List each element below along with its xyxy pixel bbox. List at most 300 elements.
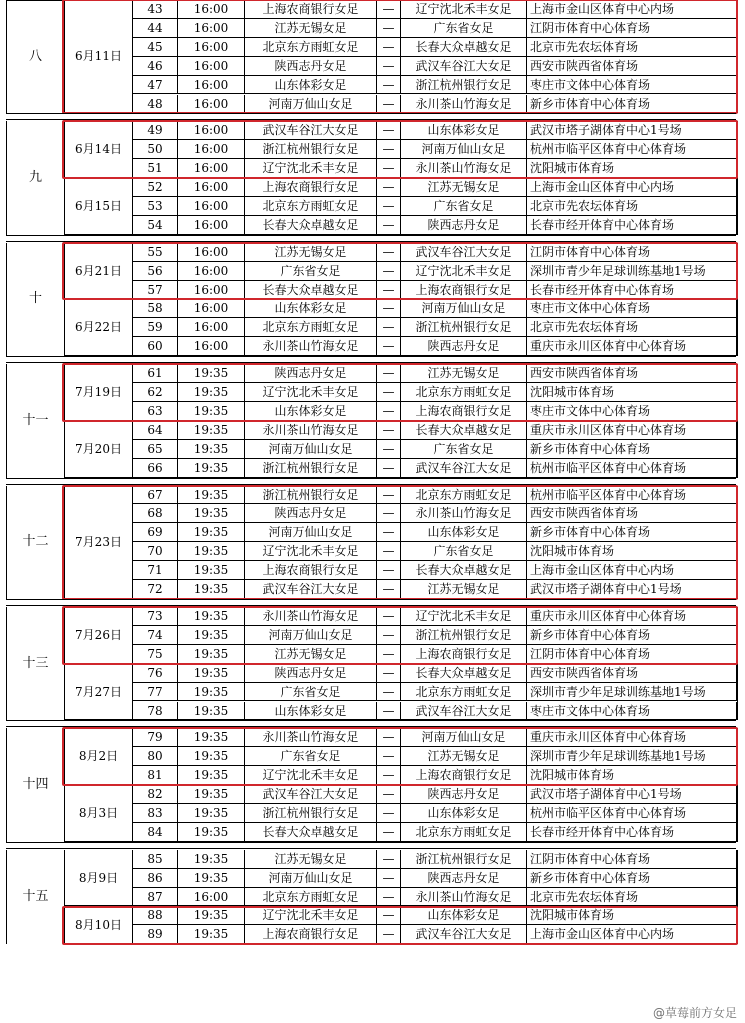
match-number: 74 — [133, 626, 178, 645]
away-team: 江苏无锡女足 — [401, 364, 527, 383]
kickoff-time: 19:35 — [178, 626, 245, 645]
venue: 枣庄市文体中心体育场 — [527, 299, 737, 318]
kickoff-time: 16:00 — [178, 140, 245, 159]
home-team: 辽宁沈北禾丰女足 — [245, 906, 377, 925]
home-team: 陕西志丹女足 — [245, 664, 377, 683]
vs-separator: — — [377, 19, 401, 38]
home-team: 广东省女足 — [245, 262, 377, 281]
match-number: 70 — [133, 542, 178, 561]
away-team: 陕西志丹女足 — [401, 869, 527, 888]
round-block — [6, 728, 738, 841]
home-team: 江苏无锡女足 — [245, 243, 377, 262]
venue: 沈阳城市体育场 — [527, 159, 737, 178]
vs-separator: — — [377, 197, 401, 216]
venue: 武汉市塔子湖体育中心1号场 — [527, 580, 737, 599]
home-team: 山东体彩女足 — [245, 76, 377, 95]
vs-separator: — — [377, 159, 401, 178]
table-row — [7, 243, 737, 262]
kickoff-time: 19:35 — [178, 607, 245, 626]
match-number: 66 — [133, 459, 178, 478]
match-date: 7月20日 — [65, 421, 133, 478]
venue: 北京市先农坛体育场 — [527, 197, 737, 216]
kickoff-time: 16:00 — [178, 318, 245, 337]
venue: 杭州市临平区体育中心体育场 — [527, 459, 737, 478]
away-team: 永川茶山竹海女足 — [401, 888, 527, 907]
kickoff-time: 19:35 — [178, 766, 245, 785]
venue: 沈阳城市体育场 — [527, 383, 737, 402]
vs-separator: — — [377, 95, 401, 114]
vs-separator: — — [377, 645, 401, 664]
vs-separator: — — [377, 364, 401, 383]
kickoff-time: 16:00 — [178, 299, 245, 318]
home-team: 浙江杭州银行女足 — [245, 459, 377, 478]
vs-separator: — — [377, 664, 401, 683]
round-block — [6, 850, 738, 945]
venue: 北京市先农坛体育场 — [527, 318, 737, 337]
kickoff-time: 16:00 — [178, 57, 245, 76]
vs-separator: — — [377, 318, 401, 337]
away-team: 武汉车谷江大女足 — [401, 243, 527, 262]
table-row — [7, 664, 737, 683]
home-team: 永川茶山竹海女足 — [245, 337, 377, 356]
home-team: 上海农商银行女足 — [245, 561, 377, 580]
away-team: 江苏无锡女足 — [401, 178, 527, 197]
match-number: 52 — [133, 178, 178, 197]
away-team: 上海农商银行女足 — [401, 281, 527, 300]
venue: 江阴市体育中心体育场 — [527, 645, 737, 664]
match-date: 6月22日 — [65, 299, 133, 356]
kickoff-time: 16:00 — [178, 216, 245, 235]
table-row — [7, 440, 737, 459]
table-row — [7, 542, 737, 561]
table-row — [7, 504, 737, 523]
table-row — [7, 140, 737, 159]
match-number: 43 — [133, 0, 178, 19]
home-team: 上海农商银行女足 — [245, 925, 377, 944]
kickoff-time: 19:35 — [178, 906, 245, 925]
round-block — [6, 607, 738, 720]
match-number: 48 — [133, 95, 178, 114]
home-team: 辽宁沈北禾丰女足 — [245, 383, 377, 402]
match-number: 76 — [133, 664, 178, 683]
away-team: 武汉车谷江大女足 — [401, 702, 527, 721]
away-team: 武汉车谷江大女足 — [401, 925, 527, 944]
kickoff-time: 19:35 — [178, 683, 245, 702]
venue: 重庆市永川区体育中心体育场 — [527, 607, 737, 626]
away-team: 浙江杭州银行女足 — [401, 626, 527, 645]
home-team: 陕西志丹女足 — [245, 504, 377, 523]
table-row — [7, 76, 737, 95]
away-team: 永川茶山竹海女足 — [401, 504, 527, 523]
kickoff-time: 19:35 — [178, 747, 245, 766]
table-row — [7, 785, 737, 804]
match-date: 8月2日 — [65, 728, 133, 785]
venue: 西安市陕西省体育场 — [527, 57, 737, 76]
venue: 西安市陕西省体育场 — [527, 364, 737, 383]
vs-separator: — — [377, 178, 401, 197]
kickoff-time: 19:35 — [178, 561, 245, 580]
round-block — [6, 486, 738, 599]
match-number: 60 — [133, 337, 178, 356]
home-team: 上海农商银行女足 — [245, 0, 377, 19]
match-number: 51 — [133, 159, 178, 178]
table-row — [7, 299, 737, 318]
match-number: 71 — [133, 561, 178, 580]
away-team: 广东省女足 — [401, 197, 527, 216]
table-row — [7, 57, 737, 76]
away-team: 广东省女足 — [401, 19, 527, 38]
vs-separator: — — [377, 504, 401, 523]
vs-separator: — — [377, 850, 401, 869]
table-row — [7, 281, 737, 300]
home-team: 广东省女足 — [245, 683, 377, 702]
venue: 长春市经开体育中心体育场 — [527, 823, 737, 842]
vs-separator: — — [377, 728, 401, 747]
kickoff-time: 16:00 — [178, 159, 245, 178]
match-number: 44 — [133, 19, 178, 38]
vs-separator: — — [377, 262, 401, 281]
table-row — [7, 626, 737, 645]
kickoff-time: 19:35 — [178, 421, 245, 440]
kickoff-time: 19:35 — [178, 486, 245, 505]
match-number: 68 — [133, 504, 178, 523]
kickoff-time: 19:35 — [178, 804, 245, 823]
match-date: 6月15日 — [65, 178, 133, 235]
home-team: 浙江杭州银行女足 — [245, 140, 377, 159]
vs-separator: — — [377, 888, 401, 907]
vs-separator: — — [377, 542, 401, 561]
venue: 杭州市临平区体育中心体育场 — [527, 486, 737, 505]
away-team: 北京东方雨虹女足 — [401, 486, 527, 505]
venue: 新乡市体育中心体育场 — [527, 523, 737, 542]
match-number: 83 — [133, 804, 178, 823]
away-team: 长春大众卓越女足 — [401, 664, 527, 683]
match-number: 64 — [133, 421, 178, 440]
match-date: 8月3日 — [65, 785, 133, 842]
match-number: 78 — [133, 702, 178, 721]
kickoff-time: 19:35 — [178, 504, 245, 523]
vs-separator: — — [377, 140, 401, 159]
home-team: 河南万仙山女足 — [245, 440, 377, 459]
home-team: 永川茶山竹海女足 — [245, 728, 377, 747]
home-team: 长春大众卓越女足 — [245, 281, 377, 300]
vs-separator: — — [377, 607, 401, 626]
vs-separator: — — [377, 281, 401, 300]
table-row — [7, 95, 737, 114]
away-team: 江苏无锡女足 — [401, 747, 527, 766]
away-team: 河南万仙山女足 — [401, 299, 527, 318]
kickoff-time: 19:35 — [178, 869, 245, 888]
match-number: 47 — [133, 76, 178, 95]
watermark: @草莓前方女足 — [652, 1006, 737, 1020]
round-label: 十三 — [7, 607, 65, 720]
home-team: 河南万仙山女足 — [245, 523, 377, 542]
kickoff-time: 19:35 — [178, 523, 245, 542]
vs-separator: — — [377, 383, 401, 402]
kickoff-time: 16:00 — [178, 281, 245, 300]
away-team: 河南万仙山女足 — [401, 140, 527, 159]
match-number: 81 — [133, 766, 178, 785]
match-number: 61 — [133, 364, 178, 383]
kickoff-time: 19:35 — [178, 542, 245, 561]
kickoff-time: 19:35 — [178, 728, 245, 747]
vs-separator: — — [377, 869, 401, 888]
match-number: 85 — [133, 850, 178, 869]
vs-separator: — — [377, 421, 401, 440]
table-row — [7, 823, 737, 842]
match-number: 62 — [133, 383, 178, 402]
match-number: 53 — [133, 197, 178, 216]
vs-separator: — — [377, 459, 401, 478]
home-team: 陕西志丹女足 — [245, 364, 377, 383]
vs-separator: — — [377, 216, 401, 235]
home-team: 陕西志丹女足 — [245, 57, 377, 76]
match-number: 82 — [133, 785, 178, 804]
kickoff-time: 19:35 — [178, 850, 245, 869]
match-number: 63 — [133, 402, 178, 421]
venue: 江阴市体育中心体育场 — [527, 243, 737, 262]
venue: 长春市经开体育中心体育场 — [527, 281, 737, 300]
kickoff-time: 16:00 — [178, 95, 245, 114]
venue: 枣庄市文体中心体育场 — [527, 702, 737, 721]
table-row — [7, 888, 737, 907]
table-row — [7, 402, 737, 421]
kickoff-time: 19:35 — [178, 459, 245, 478]
kickoff-time: 19:35 — [178, 402, 245, 421]
match-number: 57 — [133, 281, 178, 300]
home-team: 武汉车谷江大女足 — [245, 785, 377, 804]
venue: 上海市金山区体育中心内场 — [527, 178, 737, 197]
match-number: 79 — [133, 728, 178, 747]
venue: 武汉市塔子湖体育中心1号场 — [527, 785, 737, 804]
venue: 新乡市体育中心体育场 — [527, 869, 737, 888]
venue: 深圳市青少年足球训练基地1号场 — [527, 683, 737, 702]
kickoff-time: 16:00 — [178, 76, 245, 95]
vs-separator: — — [377, 38, 401, 57]
home-team: 江苏无锡女足 — [245, 645, 377, 664]
round-separator — [6, 356, 736, 363]
match-date: 7月27日 — [65, 664, 133, 721]
vs-separator: — — [377, 486, 401, 505]
away-team: 长春大众卓越女足 — [401, 421, 527, 440]
match-date: 6月21日 — [65, 243, 133, 300]
table-row — [7, 364, 737, 383]
venue: 北京市先农坛体育场 — [527, 38, 737, 57]
table-row — [7, 925, 737, 944]
vs-separator: — — [377, 121, 401, 140]
round-separator — [6, 235, 736, 242]
home-team: 辽宁沈北禾丰女足 — [245, 542, 377, 561]
venue: 长春市经开体育中心体育场 — [527, 216, 737, 235]
away-team: 长春大众卓越女足 — [401, 38, 527, 57]
venue: 沈阳城市体育场 — [527, 766, 737, 785]
round-label: 十五 — [7, 850, 65, 945]
venue: 北京市先农坛体育场 — [527, 888, 737, 907]
kickoff-time: 19:35 — [178, 823, 245, 842]
home-team: 山东体彩女足 — [245, 299, 377, 318]
table-row — [7, 159, 737, 178]
kickoff-time: 16:00 — [178, 178, 245, 197]
table-row — [7, 766, 737, 785]
kickoff-time: 16:00 — [178, 0, 245, 19]
table-row — [7, 318, 737, 337]
table-row — [7, 683, 737, 702]
round-separator — [6, 842, 736, 849]
home-team: 武汉车谷江大女足 — [245, 121, 377, 140]
kickoff-time: 19:35 — [178, 925, 245, 944]
round-label: 十二 — [7, 486, 65, 599]
venue: 江阴市体育中心体育场 — [527, 850, 737, 869]
venue: 新乡市体育中心体育场 — [527, 626, 737, 645]
match-number: 77 — [133, 683, 178, 702]
away-team: 上海农商银行女足 — [401, 402, 527, 421]
table-row — [7, 121, 737, 140]
away-team: 山东体彩女足 — [401, 804, 527, 823]
away-team: 北京东方雨虹女足 — [401, 683, 527, 702]
match-number: 84 — [133, 823, 178, 842]
table-row — [7, 0, 737, 19]
venue: 西安市陕西省体育场 — [527, 504, 737, 523]
home-team: 长春大众卓越女足 — [245, 823, 377, 842]
home-team: 山东体彩女足 — [245, 702, 377, 721]
match-date: 7月23日 — [65, 486, 133, 599]
away-team: 辽宁沈北禾丰女足 — [401, 262, 527, 281]
table-row — [7, 19, 737, 38]
away-team: 浙江杭州银行女足 — [401, 850, 527, 869]
match-number: 49 — [133, 121, 178, 140]
match-number: 69 — [133, 523, 178, 542]
table-row — [7, 383, 737, 402]
round-label: 十 — [7, 243, 65, 356]
table-row — [7, 262, 737, 281]
kickoff-time: 19:35 — [178, 702, 245, 721]
kickoff-time: 16:00 — [178, 121, 245, 140]
round-block — [6, 121, 738, 234]
home-team: 河南万仙山女足 — [245, 95, 377, 114]
away-team: 浙江杭州银行女足 — [401, 76, 527, 95]
kickoff-time: 19:35 — [178, 383, 245, 402]
round-label: 八 — [7, 0, 65, 113]
away-team: 陕西志丹女足 — [401, 785, 527, 804]
table-row — [7, 728, 737, 747]
away-team: 江苏无锡女足 — [401, 580, 527, 599]
venue: 深圳市青少年足球训练基地1号场 — [527, 262, 737, 281]
vs-separator: — — [377, 243, 401, 262]
home-team: 浙江杭州银行女足 — [245, 486, 377, 505]
home-team: 武汉车谷江大女足 — [245, 580, 377, 599]
home-team: 江苏无锡女足 — [245, 850, 377, 869]
away-team: 北京东方雨虹女足 — [401, 823, 527, 842]
match-date: 7月19日 — [65, 364, 133, 421]
match-number: 65 — [133, 440, 178, 459]
round-separator — [6, 720, 736, 727]
home-team: 北京东方雨虹女足 — [245, 888, 377, 907]
home-team: 北京东方雨虹女足 — [245, 197, 377, 216]
table-row — [7, 337, 737, 356]
vs-separator: — — [377, 57, 401, 76]
kickoff-time: 16:00 — [178, 262, 245, 281]
vs-separator: — — [377, 561, 401, 580]
venue: 重庆市永川区体育中心体育场 — [527, 421, 737, 440]
away-team: 山东体彩女足 — [401, 906, 527, 925]
table-row — [7, 38, 737, 57]
match-number: 86 — [133, 869, 178, 888]
home-team: 北京东方雨虹女足 — [245, 318, 377, 337]
match-number: 72 — [133, 580, 178, 599]
match-number: 88 — [133, 906, 178, 925]
table-row — [7, 178, 737, 197]
away-team: 上海农商银行女足 — [401, 645, 527, 664]
round-label: 十四 — [7, 728, 65, 841]
match-number: 46 — [133, 57, 178, 76]
vs-separator: — — [377, 925, 401, 944]
match-number: 89 — [133, 925, 178, 944]
kickoff-time: 16:00 — [178, 337, 245, 356]
home-team: 永川茶山竹海女足 — [245, 421, 377, 440]
match-number: 75 — [133, 645, 178, 664]
kickoff-time: 19:35 — [178, 580, 245, 599]
away-team: 武汉车谷江大女足 — [401, 57, 527, 76]
venue: 重庆市永川区体育中心体育场 — [527, 337, 737, 356]
home-team: 浙江杭州银行女足 — [245, 804, 377, 823]
match-number: 50 — [133, 140, 178, 159]
match-number: 80 — [133, 747, 178, 766]
venue: 江阴市体育中心体育场 — [527, 19, 737, 38]
away-team: 永川茶山竹海女足 — [401, 95, 527, 114]
venue: 上海市金山区体育中心内场 — [527, 925, 737, 944]
round-block — [6, 364, 738, 477]
venue: 杭州市临平区体育中心体育场 — [527, 804, 737, 823]
kickoff-time: 19:35 — [178, 664, 245, 683]
home-team: 江苏无锡女足 — [245, 19, 377, 38]
away-team: 辽宁沈北禾丰女足 — [401, 607, 527, 626]
vs-separator: — — [377, 299, 401, 318]
home-team: 北京东方雨虹女足 — [245, 38, 377, 57]
round-separator — [6, 599, 736, 606]
table-row — [7, 869, 737, 888]
away-team: 浙江杭州银行女足 — [401, 318, 527, 337]
match-number: 87 — [133, 888, 178, 907]
away-team: 永川茶山竹海女足 — [401, 159, 527, 178]
match-number: 59 — [133, 318, 178, 337]
venue: 新乡市体育中心体育场 — [527, 440, 737, 459]
match-number: 45 — [133, 38, 178, 57]
table-row — [7, 850, 737, 869]
venue: 沈阳城市体育场 — [527, 906, 737, 925]
kickoff-time: 19:35 — [178, 785, 245, 804]
vs-separator: — — [377, 402, 401, 421]
home-team: 永川茶山竹海女足 — [245, 607, 377, 626]
table-row — [7, 561, 737, 580]
kickoff-time: 16:00 — [178, 888, 245, 907]
away-team: 山东体彩女足 — [401, 121, 527, 140]
table-row — [7, 216, 737, 235]
match-number: 55 — [133, 243, 178, 262]
home-team: 河南万仙山女足 — [245, 626, 377, 645]
away-team: 长春大众卓越女足 — [401, 561, 527, 580]
home-team: 上海农商银行女足 — [245, 178, 377, 197]
match-number: 67 — [133, 486, 178, 505]
venue: 杭州市临平区体育中心体育场 — [527, 140, 737, 159]
kickoff-time: 19:35 — [178, 364, 245, 383]
home-team: 河南万仙山女足 — [245, 869, 377, 888]
vs-separator: — — [377, 823, 401, 842]
away-team: 武汉车谷江大女足 — [401, 459, 527, 478]
venue: 枣庄市文体中心体育场 — [527, 402, 737, 421]
vs-separator: — — [377, 523, 401, 542]
vs-separator: — — [377, 906, 401, 925]
round-block — [6, 243, 738, 356]
